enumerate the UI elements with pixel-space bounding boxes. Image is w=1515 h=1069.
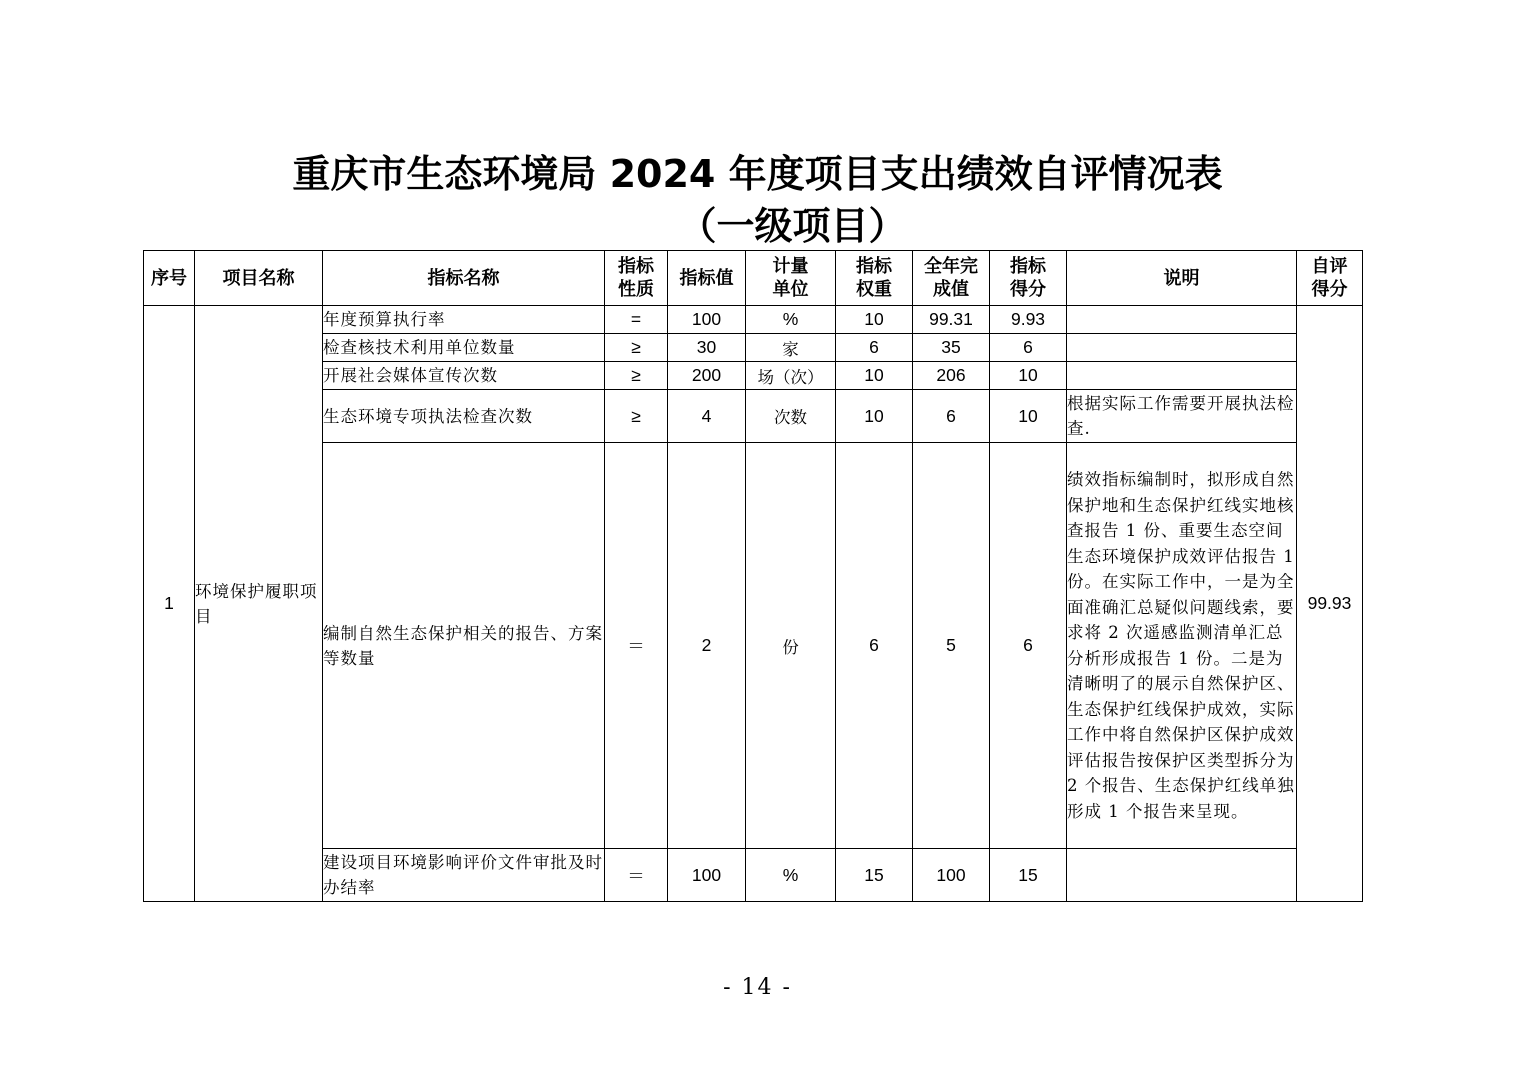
indicator-weight: 10: [836, 390, 913, 443]
indicator-name: 建设项目环境影响评价文件审批及时办结率: [323, 849, 605, 902]
table-row: [144, 390, 1363, 443]
indicator-remark: [1067, 362, 1297, 390]
indicator-actual: 6: [913, 390, 990, 443]
indicator-target: 100: [668, 306, 746, 334]
document-subtitle: （一级项目）: [678, 204, 907, 248]
header-remark: 说明: [1067, 251, 1297, 306]
indicator-nature: ＝: [605, 849, 668, 902]
header-project-name: 项目名称: [195, 251, 323, 306]
indicator-score: 10: [990, 362, 1067, 390]
indicator-nature: ≥: [605, 362, 668, 390]
indicator-score: 9.93: [990, 306, 1067, 334]
header-self-score: [1297, 251, 1363, 306]
indicator-name: 检查核技术利用单位数量: [323, 334, 605, 362]
header-indicator-score: [990, 251, 1067, 306]
indicator-target: 2: [668, 443, 746, 849]
indicator-actual: 206: [913, 362, 990, 390]
indicator-remark: [1067, 334, 1297, 362]
header-index: 序号: [144, 251, 195, 306]
indicator-name: 开展社会媒体宣传次数: [323, 362, 605, 390]
indicator-actual: 35: [913, 334, 990, 362]
indicator-weight: 10: [836, 362, 913, 390]
performance-table: [143, 250, 1363, 902]
header-unit-text: 计量单位: [772, 256, 809, 300]
indicator-nature: ＝: [605, 443, 668, 849]
indicator-target: 30: [668, 334, 746, 362]
indicator-remark: 绩效指标编制时，拟形成自然保护地和生态保护红线实地核查报告 1 份、重要生态空间生态环境保护成效评估报告 1 份。在实际工作中，一是为全面准确汇总疑似问题线索，要求将 2 次遥感监测清单汇总分析形成报告 1 份。二是为清晰明了的展示自然保护区、生态保护红线保护成效，实际工作中将自然保护区保护成效评估报告按保护区类型拆分为 2 个报告、生态保护红线单独形成 1 个报告来呈现。: [1067, 443, 1297, 849]
indicator-unit: %: [746, 849, 836, 902]
indicator-unit: 次数: [746, 390, 836, 443]
table-row: [144, 443, 1363, 849]
indicator-weight: 10: [836, 306, 913, 334]
header-target-value: 指标值: [668, 251, 746, 306]
indicator-weight: 6: [836, 443, 913, 849]
indicator-target: 200: [668, 362, 746, 390]
indicator-target: 4: [668, 390, 746, 443]
project-index: 1: [144, 306, 195, 902]
indicator-weight: 15: [836, 849, 913, 902]
indicator-target: 100: [668, 849, 746, 902]
table-header-row: [144, 251, 1363, 306]
indicator-unit: %: [746, 306, 836, 334]
header-indicator-name: 指标名称: [323, 251, 605, 306]
indicator-remark: [1067, 849, 1297, 902]
indicator-score: 15: [990, 849, 1067, 902]
table-row: [144, 306, 1363, 334]
header-actual-value: [913, 251, 990, 306]
indicator-unit: 家: [746, 334, 836, 362]
header-indicator-nature-text: 指标性质: [618, 256, 654, 300]
indicator-score: 6: [990, 443, 1067, 849]
indicator-name: 年度预算执行率: [323, 306, 605, 334]
table-row: [144, 334, 1363, 362]
header-indicator-score-text: 指标得分: [1010, 256, 1046, 300]
indicator-nature: ≥: [605, 390, 668, 443]
page-number: - 14 -: [723, 975, 792, 1000]
indicator-name: 编制自然生态保护相关的报告、方案等数量: [323, 443, 605, 849]
document-title: 重庆市生态环境局 2024 年度项目支出绩效自评情况表: [292, 152, 1223, 196]
header-self-score-text: 自评得分: [1311, 256, 1348, 300]
indicator-unit: 份: [746, 443, 836, 849]
indicator-weight: 6: [836, 334, 913, 362]
header-actual-value-text: 全年完成值: [924, 256, 978, 300]
header-weight-text: 指标权重: [856, 256, 892, 300]
indicator-actual: 100: [913, 849, 990, 902]
table-row: [144, 362, 1363, 390]
header-unit: [746, 251, 836, 306]
project-self-score: 99.93: [1297, 306, 1363, 902]
header-weight: [836, 251, 913, 306]
table-row: [144, 849, 1363, 902]
header-indicator-nature: [605, 251, 668, 306]
indicator-unit: 场（次）: [746, 362, 836, 390]
indicator-remark: [1067, 306, 1297, 334]
indicator-nature: =: [605, 306, 668, 334]
indicator-remark: 根据实际工作需要开展执法检查.: [1067, 390, 1297, 443]
indicator-score: 6: [990, 334, 1067, 362]
indicator-actual: 5: [913, 443, 990, 849]
indicator-score: 10: [990, 390, 1067, 443]
indicator-nature: ≥: [605, 334, 668, 362]
indicator-name: 生态环境专项执法检查次数: [323, 390, 605, 443]
project-name: 环境保护履职项目: [195, 306, 323, 902]
indicator-actual: 99.31: [913, 306, 990, 334]
